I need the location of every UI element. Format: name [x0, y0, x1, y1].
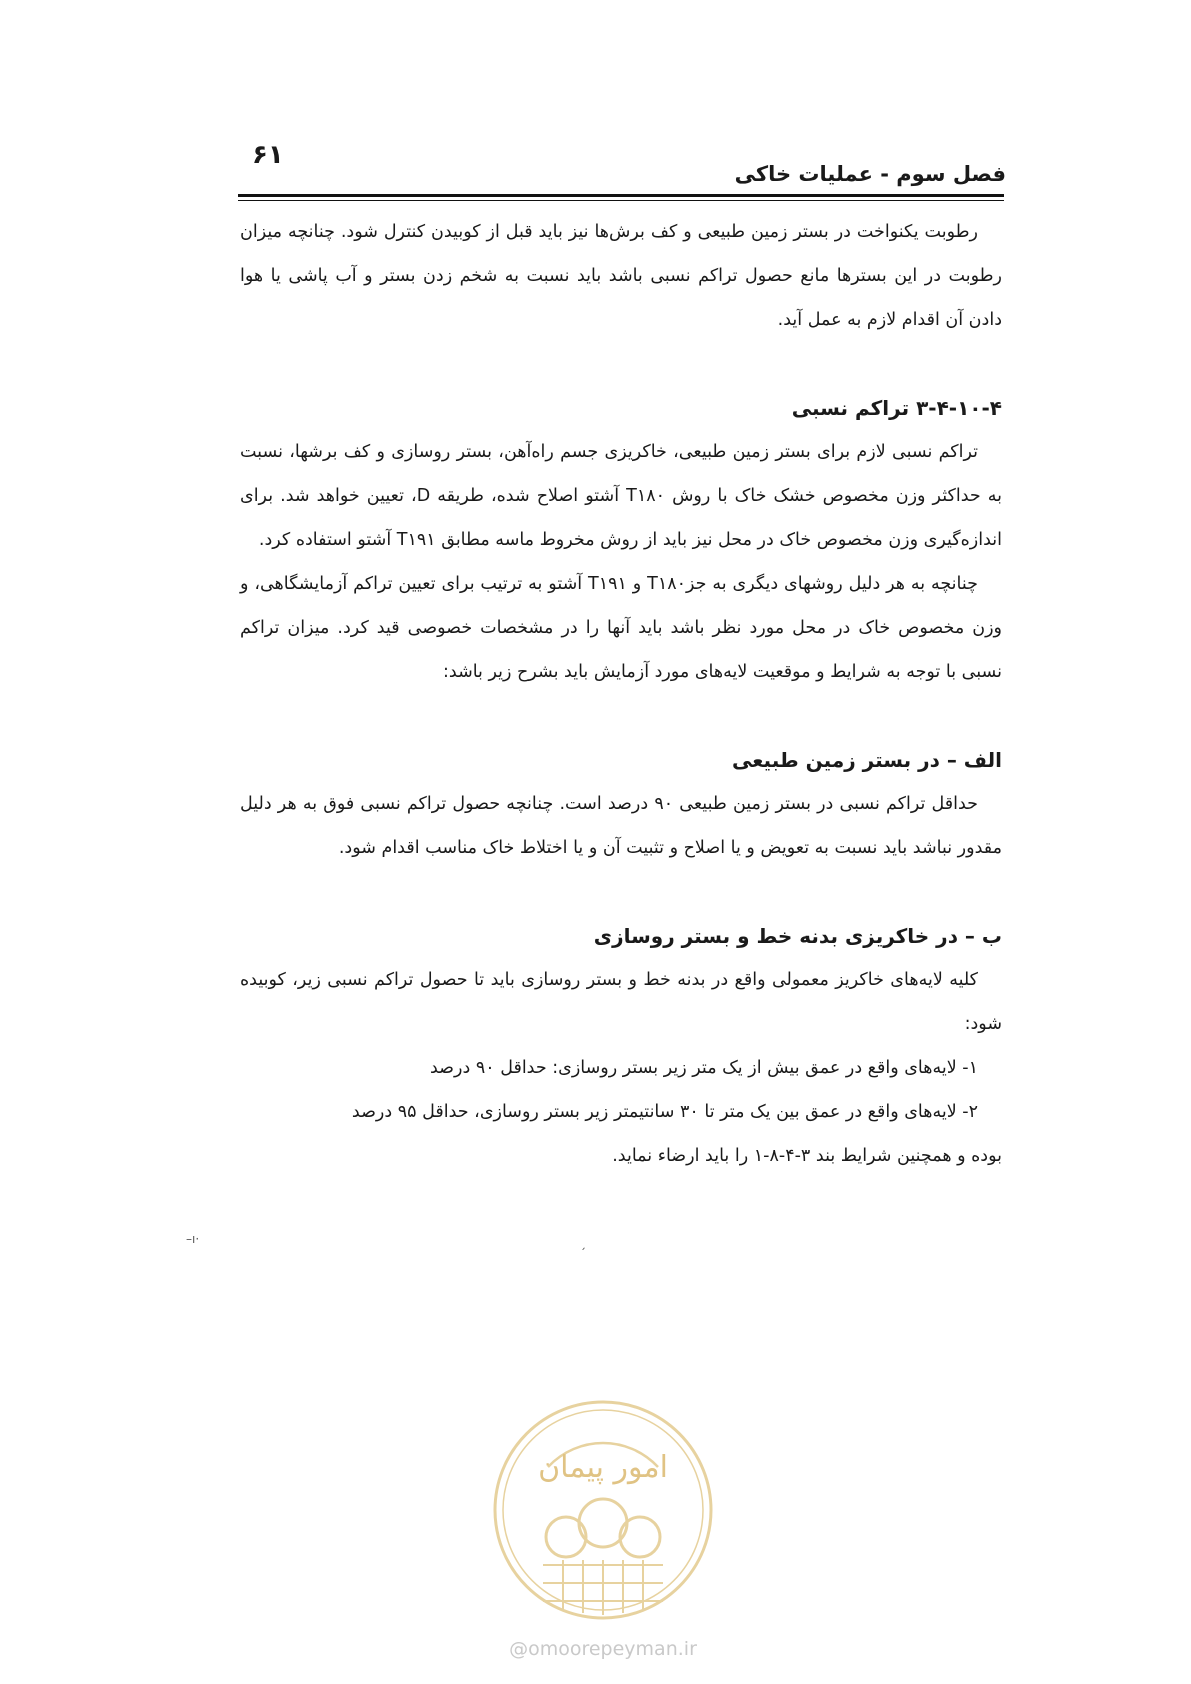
header-rule [238, 194, 1004, 197]
section-paragraph-2: چنانچه به هر دلیل روشهای دیگری به جزT۱۸۰ و T۱۹۱ آشتو به ترتیب برای تعیین تراکم آزمایشگاهی، و وزن مخصوص خاک در محل مورد نظر باشد باید آنها را در مشخصات خصوصی قید کرد. میزان تراکم نسبی با توجه به شرایط و موقعیت لایه‌های مورد آزمایش باید بشرح زیر باشد: [240, 574, 1002, 682]
section-heading: ۳-۴-۱۰-۴ تراکم نسبی [791, 396, 1002, 420]
spacer [240, 694, 1002, 738]
section-paragraph-1: تراکم نسبی لازم برای بستر زمین طبیعی، خاکریزی جسم راه‌آهن، بستر روسازی و کف برشها، نسبت به حداکثر وزن مخصوص خشک خاک با روش T۱۸۰ آشتو اصلاح شده، طریقه D، تعیین خواهد شد. برای اندازه‌گیری وزن مخصوص خاک در محل نیز باید از روش مخروط ماسه مطابق T۱۹۱ آشتو استفاده کرد. [240, 442, 1002, 550]
watermark-seal [488, 1395, 718, 1625]
list-item-1: ۱- لایه‌های واقع در عمق بیش از یک متر زیر بستر روسازی: حداقل ۹۰ درصد [429, 1058, 978, 1078]
scan-mark: –ı· [186, 1232, 200, 1246]
page-number: ۶۱ [252, 140, 284, 170]
intro-paragraph: رطوبت یکنواخت در بستر زمین طبیعی و کف برش‌ها نیز باید قبل از کوبیدن کنترل شود. چنانچه میزان رطوبت در این بسترها مانع حصول تراکم نسبی باشد باید نسبت به شخم زدن بستر و آب پاشی یا هوا دادن آن اقدام لازم به عمل آید. [240, 222, 1002, 330]
spacer [240, 342, 1002, 386]
running-title: فصل سوم - عملیات خاکی [734, 162, 1006, 186]
list-item-2: ۲- لایه‌های واقع در عمق بین یک متر تا ۳۰ سانتیمتر زیر بستر روسازی، حداقل ۹۵ درصد [351, 1102, 978, 1122]
alef-heading: الف – در بستر زمین طبیعی [732, 748, 1002, 772]
watermark-logo-text: امور پیمان [538, 1450, 668, 1485]
spacer [240, 870, 1002, 914]
main-text [240, 210, 1002, 1178]
be-paragraph: کلیه لایه‌های خاکریز معمولی واقع در بدنه خط و بستر روسازی باید تا حصول تراکم نسبی زیر، کوبیده شود: [240, 970, 1002, 1034]
scan-mark: ˏ [580, 1236, 586, 1250]
watermark-site: @omoorepeyman.ir [509, 1638, 697, 1660]
list-item-2-continuation: بوده و همچنین شرایط بند ۳-۴-۸-۱ را باید ارضاء نماید. [612, 1146, 1002, 1166]
header-rule-thin [238, 200, 1004, 201]
be-heading: ب – در خاکریزی بدنه خط و بستر روسازی [593, 924, 1002, 948]
alef-paragraph: حداقل تراکم نسبی در بستر زمین طبیعی ۹۰ درصد است. چنانچه حصول تراکم نسبی فوق به هر دلیل مقدور نباشد باید نسبت به تعویض و یا اصلاح و تثبیت آن و یا اختلاط خاک مناسب اقدام شود. [240, 794, 1002, 858]
